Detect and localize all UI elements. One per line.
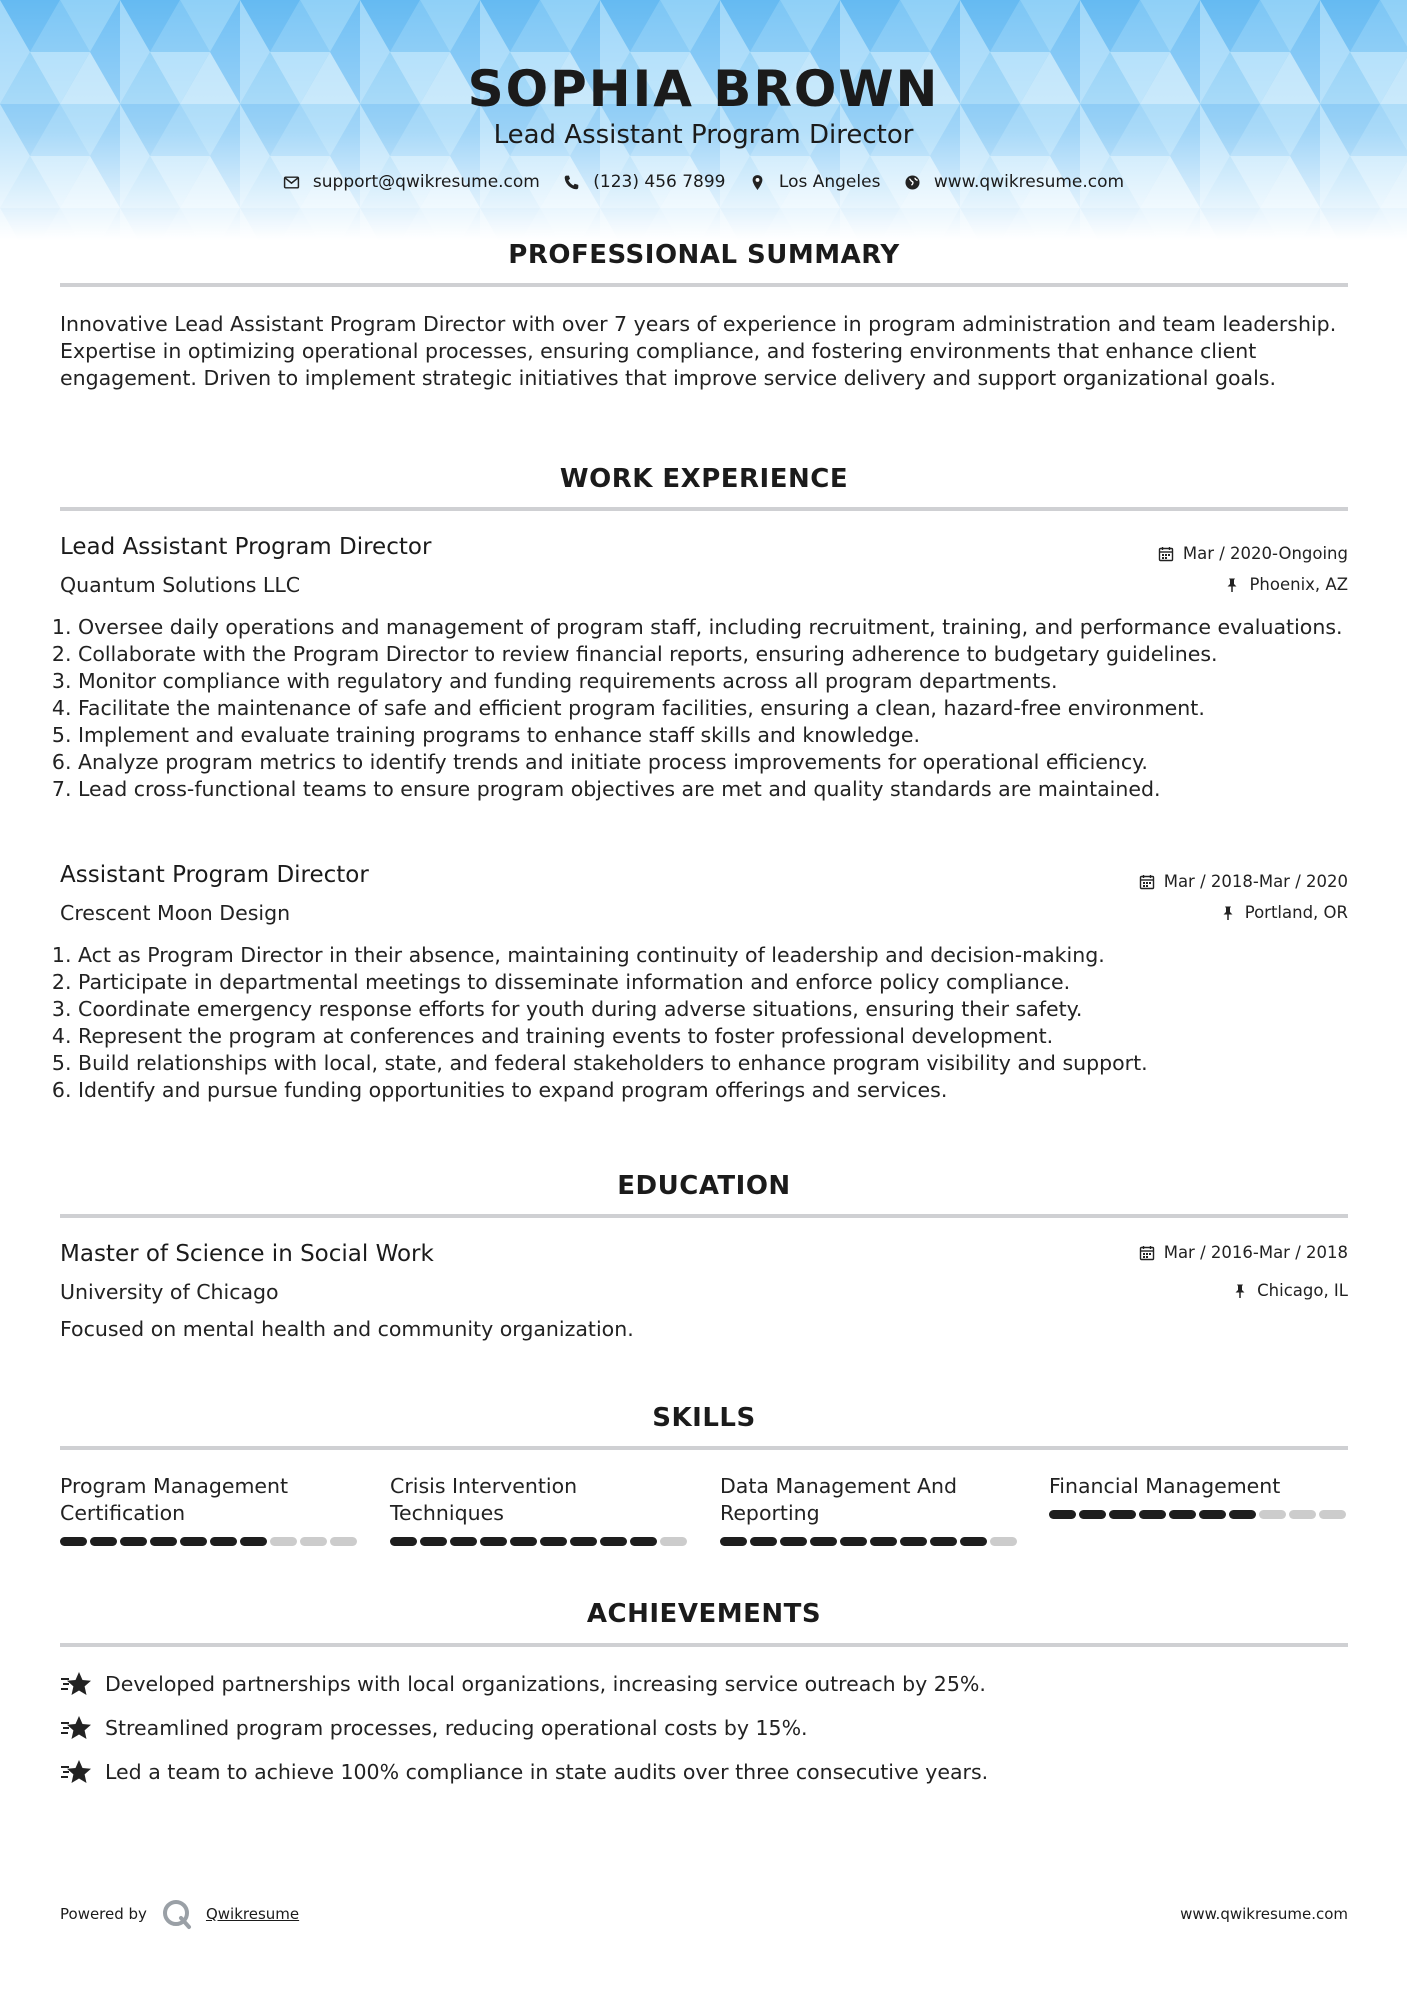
- education-heading: EDUCATION: [617, 1171, 791, 1201]
- list-item: 3. Coordinate emergency response efforts for youth during adverse situations, ensuring their safety.: [78, 996, 1366, 1023]
- contact-website[interactable]: [904, 172, 1124, 192]
- education-dates-text: Mar / 2016-Mar / 2018: [1163, 1243, 1348, 1262]
- summary-text: Innovative Lead Assistant Program Director with over 7 years of experience in program administration and team leadership. Expertise in optimizing operational processes, ensuring compliance, and fostering environments that enhance client engagement. Driven to implement strategic initiatives that improve service delivery and support organizational goals.: [60, 312, 1337, 390]
- achievement-text: Developed partnerships with local organizations, increasing service outreach by 25%.: [105, 1672, 986, 1696]
- job-location: [1224, 575, 1348, 594]
- job-dates-text: Mar / 2018-Mar / 2020: [1163, 872, 1348, 891]
- skill-level-segment: [750, 1537, 777, 1546]
- skill-level-segment: [180, 1537, 207, 1546]
- skill-level-segment: [540, 1537, 567, 1546]
- globe-icon: [904, 174, 921, 191]
- list-item: 1. Act as Program Director in their absence, maintaining continuity of leadership and decision-making.: [78, 942, 1366, 969]
- job-dates: [1158, 544, 1348, 563]
- job-dates: [1139, 872, 1348, 891]
- phone-icon: [563, 174, 580, 191]
- job-title: Assistant Program Director: [60, 862, 369, 888]
- education-note: Focused on mental health and community organization.: [60, 1317, 634, 1341]
- experience-heading: WORK EXPERIENCE: [559, 464, 849, 494]
- skill-level-segment: [1289, 1510, 1316, 1519]
- skill-item: [60, 1473, 360, 1546]
- skill-level-segment: [1169, 1510, 1196, 1519]
- qwikresume-logo-icon: [161, 1898, 193, 1930]
- skill-level-bar: [720, 1537, 1020, 1546]
- degree-title: Master of Science in Social Work: [60, 1241, 434, 1267]
- candidate-name: SOPHIA BROWN: [467, 60, 940, 118]
- star-award-icon: [60, 1670, 92, 1698]
- education-location: [1232, 1281, 1348, 1300]
- skill-level-segment: [300, 1537, 327, 1546]
- contact-phone[interactable]: [563, 172, 725, 192]
- skill-level-segment: [510, 1537, 537, 1546]
- footer-powered-by: [60, 1898, 299, 1930]
- star-award-icon: [60, 1758, 92, 1786]
- skill-level-segment: [270, 1537, 297, 1546]
- skill-level-segment: [390, 1537, 417, 1546]
- contact-website-text: www.qwikresume.com: [933, 172, 1125, 192]
- list-item: 6. Identify and pursue funding opportunities to expand program offerings and services.: [78, 1077, 1366, 1104]
- skill-level-segment: [900, 1537, 927, 1546]
- contact-email-text: support@qwikresume.com: [312, 172, 540, 192]
- skill-name: Data Management And Reporting: [720, 1474, 958, 1525]
- contact-location: [749, 172, 881, 192]
- pushpin-icon: [1232, 1283, 1248, 1299]
- summary-divider: [60, 283, 1348, 287]
- pushpin-icon: [1220, 905, 1236, 921]
- calendar-icon: [1139, 1245, 1155, 1261]
- job-title: Lead Assistant Program Director: [60, 534, 432, 560]
- skill-level-segment: [960, 1537, 987, 1546]
- skill-level-segment: [810, 1537, 837, 1546]
- skill-level-segment: [150, 1537, 177, 1546]
- skill-level-segment: [120, 1537, 147, 1546]
- skill-level-segment: [1199, 1510, 1226, 1519]
- skill-level-bar: [1049, 1510, 1349, 1519]
- achievement-item: [60, 1714, 808, 1742]
- list-item: 2. Collaborate with the Program Director to review financial reports, ensuring adherence to budgetary guidelines.: [78, 641, 1366, 668]
- skill-level-segment: [1259, 1510, 1286, 1519]
- job-dates-text: Mar / 2020-Ongoing: [1182, 544, 1348, 563]
- skills-heading: SKILLS: [652, 1403, 756, 1433]
- calendar-icon: [1139, 874, 1155, 890]
- skill-level-bar: [60, 1537, 360, 1546]
- calendar-icon: [1158, 546, 1174, 562]
- job-company: Quantum Solutions LLC: [60, 573, 301, 597]
- skill-name: Crisis Intervention Techniques: [390, 1474, 578, 1525]
- powered-by-label: Powered by: [60, 1905, 147, 1923]
- skill-level-segment: [870, 1537, 897, 1546]
- skill-level-segment: [480, 1537, 507, 1546]
- achievement-text: Led a team to achieve 100% compliance in state audits over three consecutive years.: [105, 1760, 989, 1784]
- list-item: 7. Lead cross-functional teams to ensure program objectives are met and quality standards are maintained.: [78, 776, 1366, 803]
- list-item: 1. Oversee daily operations and management of program staff, including recruitment, training, and performance evaluations.: [78, 614, 1366, 641]
- envelope-icon: [283, 174, 300, 191]
- school-name: University of Chicago: [60, 1280, 279, 1304]
- skill-level-segment: [570, 1537, 597, 1546]
- footer-brand-link[interactable]: Qwikresume: [205, 1905, 300, 1923]
- summary-heading: PROFESSIONAL SUMMARY: [508, 240, 900, 270]
- skill-level-segment: [1229, 1510, 1256, 1519]
- skill-level-bar: [390, 1537, 690, 1546]
- contact-email[interactable]: [283, 172, 540, 192]
- job-company: Crescent Moon Design: [60, 901, 291, 925]
- skill-level-segment: [1049, 1510, 1076, 1519]
- skill-level-segment: [660, 1537, 687, 1546]
- list-item: 5. Build relationships with local, state, and federal stakeholders to enhance program visibility and support.: [78, 1050, 1366, 1077]
- list-item: 3. Monitor compliance with regulatory and funding requirements across all program departments.: [78, 668, 1366, 695]
- achievement-item: [60, 1758, 988, 1786]
- job-location: [1220, 903, 1348, 922]
- skill-level-segment: [1079, 1510, 1106, 1519]
- pushpin-icon: [1224, 577, 1240, 593]
- skill-item: [1049, 1473, 1349, 1519]
- achievements-heading: ACHIEVEMENTS: [586, 1599, 822, 1629]
- education-divider: [60, 1214, 1348, 1218]
- skill-level-segment: [450, 1537, 477, 1546]
- education-dates: [1139, 1243, 1348, 1262]
- skill-level-segment: [420, 1537, 447, 1546]
- skills-divider: [60, 1446, 1348, 1450]
- skill-item: [390, 1473, 690, 1546]
- list-item: 6. Analyze program metrics to identify trends and initiate process improvements for operational efficiency.: [78, 749, 1366, 776]
- job-responsibilities: [60, 942, 1366, 1104]
- skill-name: Program Management Certification: [60, 1474, 289, 1525]
- skill-level-segment: [840, 1537, 867, 1546]
- contact-bar: [0, 172, 1407, 196]
- skill-level-segment: [210, 1537, 237, 1546]
- skill-level-segment: [930, 1537, 957, 1546]
- achievement-item: [60, 1670, 986, 1698]
- skill-level-segment: [1109, 1510, 1136, 1519]
- job-responsibilities: [60, 614, 1366, 803]
- education-location-text: Chicago, IL: [1257, 1281, 1348, 1300]
- achievement-text: Streamlined program processes, reducing operational costs by 15%.: [105, 1716, 808, 1740]
- skill-level-segment: [720, 1537, 747, 1546]
- experience-divider: [60, 507, 1348, 511]
- contact-phone-text: (123) 456 7899: [593, 172, 726, 192]
- skill-level-segment: [780, 1537, 807, 1546]
- job-location-text: Portland, OR: [1244, 903, 1348, 922]
- candidate-role: Lead Assistant Program Director: [493, 120, 914, 150]
- job-location-text: Phoenix, AZ: [1249, 575, 1348, 594]
- list-item: 2. Participate in departmental meetings to disseminate information and enforce policy compliance.: [78, 969, 1366, 996]
- skill-item: [720, 1473, 1020, 1546]
- skill-level-segment: [990, 1537, 1017, 1546]
- skill-level-segment: [330, 1537, 357, 1546]
- list-item: 4. Facilitate the maintenance of safe and efficient program facilities, ensuring a clean, hazard-free environment.: [78, 695, 1366, 722]
- star-award-icon: [60, 1714, 92, 1742]
- skill-level-segment: [240, 1537, 267, 1546]
- list-item: 5. Implement and evaluate training programs to enhance staff skills and knowledge.: [78, 722, 1366, 749]
- skill-level-segment: [1139, 1510, 1166, 1519]
- footer-website[interactable]: www.qwikresume.com: [1180, 1905, 1348, 1923]
- achievements-divider: [60, 1643, 1348, 1647]
- skill-level-segment: [1319, 1510, 1346, 1519]
- skill-level-segment: [60, 1537, 87, 1546]
- skill-level-segment: [600, 1537, 627, 1546]
- list-item: 4. Represent the program at conferences and training events to foster professional development.: [78, 1023, 1366, 1050]
- skill-level-segment: [90, 1537, 117, 1546]
- skill-name: Financial Management: [1049, 1474, 1281, 1498]
- skill-level-segment: [630, 1537, 657, 1546]
- contact-location-text: Los Angeles: [778, 172, 881, 192]
- map-pin-icon: [749, 174, 766, 191]
